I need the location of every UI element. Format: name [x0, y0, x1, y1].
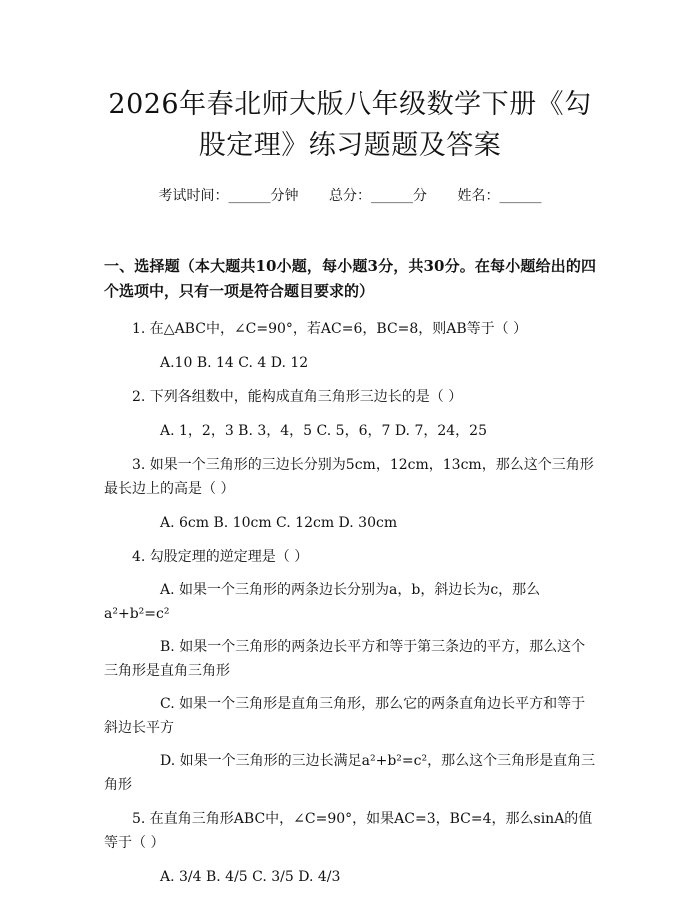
student-name: 姓名：______: [457, 188, 542, 204]
question-options: A.10 B. 14 C. 4 D. 12: [160, 355, 309, 371]
question-options: A. 1，2，3 B. 3，4，5 C. 5，6，7 D. 7，24，25: [160, 423, 487, 439]
question-option-d: D. 如果一个三角形的三边长满足a²+b²=c²，那么这个三角形是直角三角形: [104, 753, 596, 793]
question-option-c: C. 如果一个三角形是直角三角形，那么它的两条直角边长平方和等于斜边长平方: [104, 696, 586, 736]
section-heading: 一、选择题（本大题共10小题，每小题3分，共30分。在每小题给出的四个选项中，只有一项是符合题目要求的）: [104, 257, 596, 300]
total-score: 总分：______分: [329, 188, 427, 204]
question-options: A. 3/4 B. 4/5 C. 3/5 D. 4/3: [160, 869, 341, 885]
question-option-a: A. 如果一个三角形的两条边长分别为a，b，斜边长为c，那么a²+b²=c²: [104, 582, 541, 622]
page-title: 2026年春北师大版八年级数学下册《勾股定理》练习题题及答案: [108, 89, 592, 161]
question-stem: 3. 如果一个三角形的三边长分别为5cm，12cm，13cm，那么这个三角形最长边上的高是（ ）: [104, 457, 594, 497]
exam-time: 考试时间：______分钟: [158, 188, 299, 204]
question-option-b: B. 如果一个三角形的两条边长平方和等于第三条边的平方，那么这个三角形是直角三角形: [104, 639, 586, 679]
question-stem: 1. 在△ABC中，∠C=90°，若AC=6，BC=8，则AB等于（ ）: [132, 321, 528, 337]
exam-meta: [104, 186, 596, 206]
question-stem: 5. 在直角三角形ABC中，∠C=90°，如果AC=3，BC=4，那么sinA的值等于（ ）: [104, 811, 593, 851]
question-options: A. 6cm B. 10cm C. 12cm D. 30cm: [160, 515, 398, 531]
question-stem: 4. 勾股定理的逆定理是（ ）: [132, 549, 309, 565]
question-stem: 2. 下列各组数中，能构成直角三角形三边长的是（ ）: [132, 389, 463, 405]
